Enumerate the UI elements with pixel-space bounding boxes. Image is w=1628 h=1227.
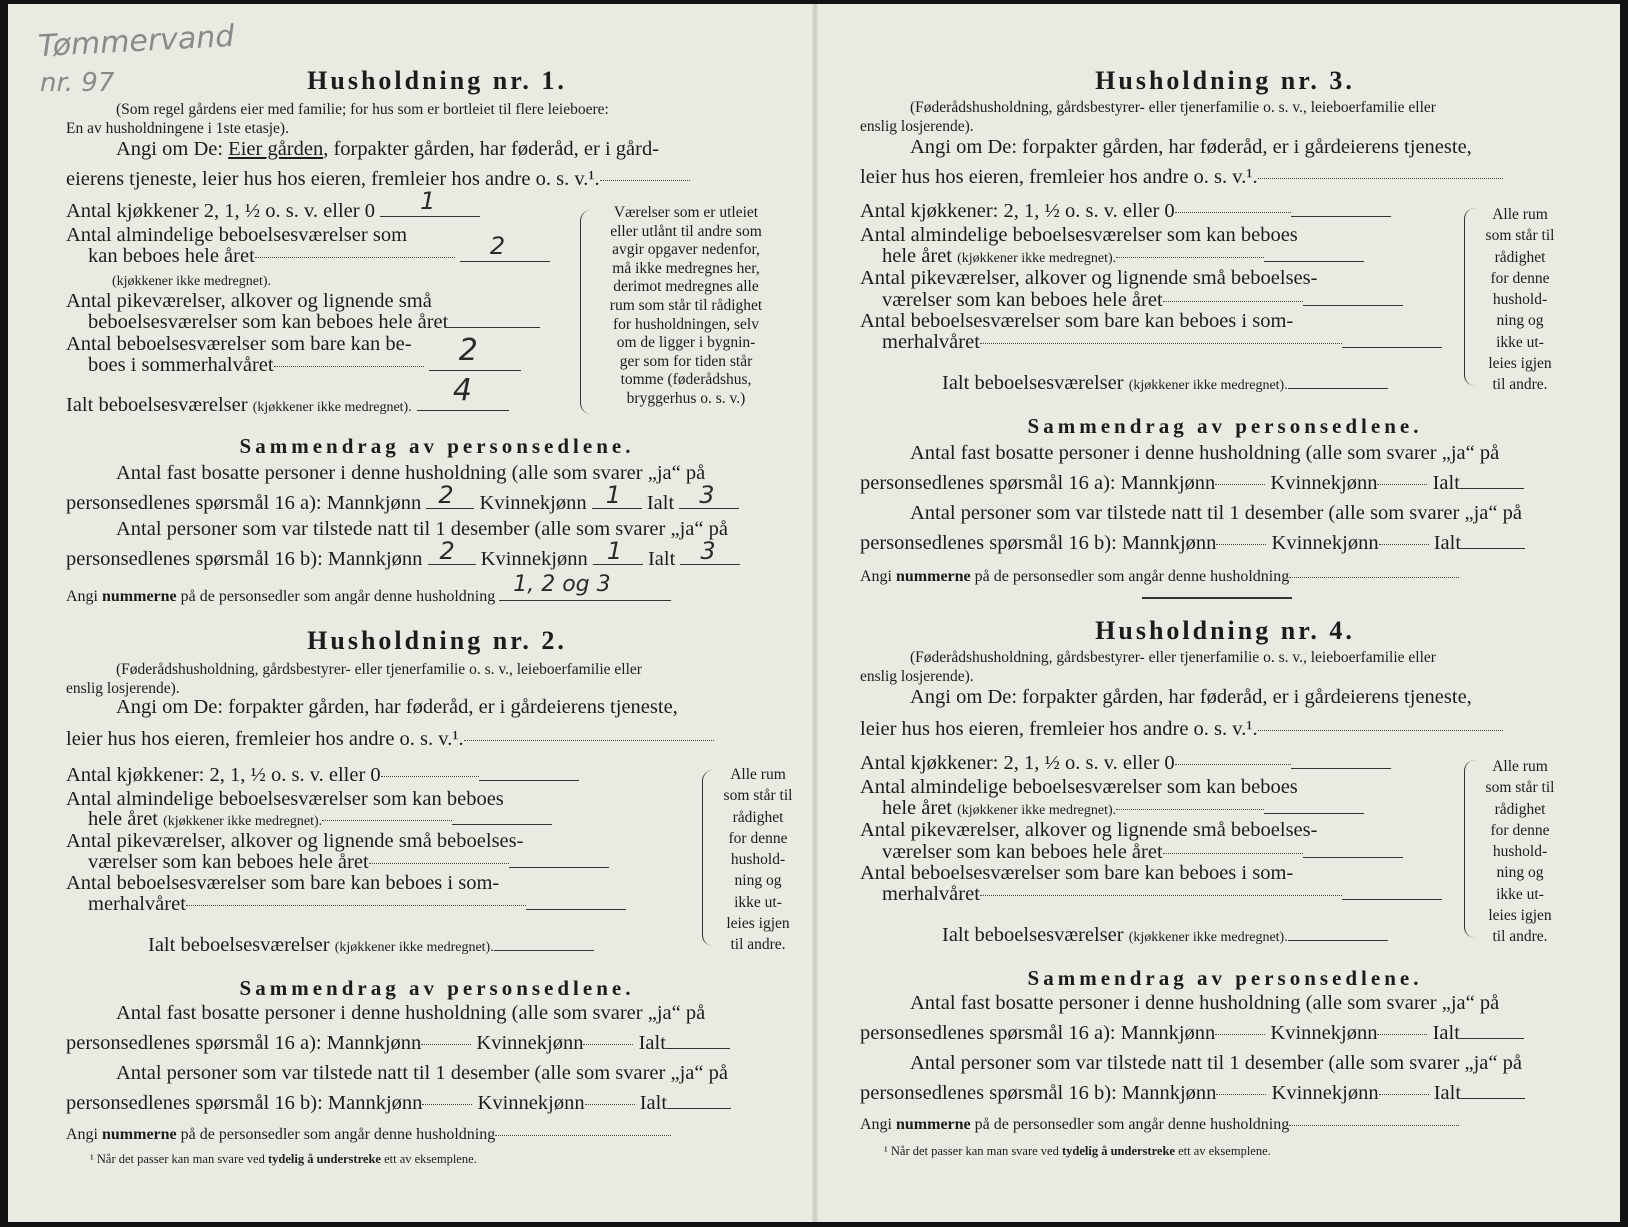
household-1-angi: Angi om De: Eier gården, forpakter gården, har føderåd, er i gård- bbox=[116, 138, 660, 160]
h4-sommer-row2: merhalvåret bbox=[882, 879, 1442, 909]
h1-summary-title: Sammendrag av personsedlene. bbox=[239, 434, 635, 458]
h3-kjokkener-row: Antal kjøkkener: 2, 1, ½ o. s. v. eller 0 bbox=[860, 196, 1391, 226]
h1-s2-line2: personsedlenes spørsmål 16 b): Mannkjønn 2 Kvinnekjønn 1 Ialt 3 bbox=[66, 544, 740, 574]
h3-s1-line2: personsedlenes spørsmål 16 a): Mannkjønn Kvinnekjønn Ialt bbox=[860, 468, 1524, 498]
h1-s1-mann-value: 2 bbox=[438, 481, 454, 509]
h1-s1-line2: personsedlenes spørsmål 16 a): Mannkjønn 2 Kvinnekjønn 1 Ialt 3 bbox=[66, 488, 739, 518]
h2-kjokkener-row: Antal kjøkkener: 2, 1, ½ o. s. v. eller 0 bbox=[66, 760, 579, 790]
right-footnote: ¹ Når det passer kan man svare ved tydelig å understreke ett av eksemplene. bbox=[884, 1144, 1271, 1158]
h1-kjokkener-row: Antal kjøkkener 2, 1, ½ o. s. v. eller 0 1 bbox=[66, 196, 480, 226]
h4-pike-row2: værelser som kan beboes hele året bbox=[882, 837, 1403, 867]
h3-sommer-row1: Antal beboelsesværelser som bare kan beboes i som- bbox=[860, 310, 1294, 332]
h2-pike-row1: Antal pikeværelser, alkover og lignende små beboelses- bbox=[66, 830, 524, 852]
margin-note-number: nr. 97 bbox=[40, 68, 115, 98]
h1-s2-ialt-value: 3 bbox=[700, 537, 716, 565]
h4-pike-row1: Antal pikeværelser, alkover og lignende små beboelses- bbox=[860, 819, 1318, 841]
h4-angi-line2: leier hus hos eieren, fremleier hos andre o. s. v.¹. bbox=[860, 714, 1503, 744]
h1-side-note: Værelser som er utleiet eller utlånt til andre som avgir opgaver nedenfor, må ikke medregnes her, derimot medregnes alle rum som står til rådighet for husholdningen, selv om de ligger i bygnin- ger som for tiden står tomme (føderådshus, bryggerhus o. s. v.) bbox=[609, 204, 763, 407]
household-2-note: (Føderådshusholdning, gårdsbestyrer- eller tjenerfamilie o. s. v., leieboerfamilie eller enslig losjerende). bbox=[66, 661, 642, 697]
h2-s1-line2: personsedlenes spørsmål 16 a): Mannkjønn Kvinnekjønn Ialt bbox=[66, 1028, 730, 1058]
left-footnote: ¹ Når det passer kan man svare ved tydelig å understreke ett av eksemplene. bbox=[90, 1152, 477, 1166]
h4-alm-row1: Antal almindelige beboelsesværelser som kan beboes bbox=[860, 776, 1298, 798]
h3-sommer-row2: merhalvåret bbox=[882, 327, 1442, 357]
h3-angi-line1: Angi om De: forpakter gården, har føderåd, er i gårdeierens tjeneste, bbox=[910, 136, 1472, 158]
h4-s1-line1: Antal fast bosatte personer i denne husholdning (alle som svarer „ja“ på bbox=[910, 992, 1500, 1014]
h2-sommer-row2: merhalvåret bbox=[88, 889, 626, 919]
h1-s2-line1: Antal personer som var tilstede natt til 1 desember (alle som svarer „ja“ på bbox=[116, 518, 728, 540]
h4-s2-line1: Antal personer som var tilstede natt til 1 desember (alle som svarer „ja“ på bbox=[910, 1052, 1522, 1074]
h1-ialt-row: Ialt beboelsesværelser (kjøkkener ikke medregnet). 4 bbox=[66, 390, 509, 423]
h2-ialt-row: Ialt beboelsesværelser (kjøkkener ikke medregnet). bbox=[148, 930, 594, 963]
h3-alm-row2: hele året (kjøkkener ikke medregnet). bbox=[882, 241, 1364, 274]
h2-alm-row1: Antal almindelige beboelsesværelser som kan beboes bbox=[66, 788, 504, 810]
h1-alm-value: 2 bbox=[489, 232, 506, 260]
h3-ialt-row: Ialt beboelsesværelser (kjøkkener ikke medregnet). bbox=[942, 368, 1388, 401]
h4-angi-line1: Angi om De: forpakter gården, har føderåd, er i gårdeierens tjeneste, bbox=[910, 686, 1472, 708]
section-divider bbox=[1142, 597, 1292, 599]
h4-ialt-row: Ialt beboelsesværelser (kjøkkener ikke medregnet). bbox=[942, 920, 1388, 953]
h3-pike-row1: Antal pikeværelser, alkover og lignende små beboelses- bbox=[860, 267, 1318, 289]
household-1-title: Husholdning nr. 1. bbox=[307, 66, 567, 95]
h1-s1-kvinne-value: 1 bbox=[605, 481, 621, 509]
h3-s2-line1: Antal personer som var tilstede natt til 1 desember (alle som svarer „ja“ på bbox=[910, 502, 1522, 524]
census-form-sheet bbox=[8, 4, 1620, 1222]
h2-s1-line1: Antal fast bosatte personer i denne husholdning (alle som svarer „ja“ på bbox=[116, 1002, 706, 1024]
h1-pike-row2: beboelsesværelser som kan beboes hele året bbox=[88, 307, 540, 337]
h3-nummer-row: Angi nummerne på de personsedler som angår denne husholdning bbox=[860, 562, 1459, 592]
h1-alm-row2: kan beboes hele året 2 bbox=[88, 241, 550, 271]
h2-nummer-row: Angi nummerne på de personsedler som angår denne husholdning bbox=[66, 1120, 671, 1150]
h2-alm-row2: hele året (kjøkkener ikke medregnet). bbox=[88, 804, 552, 837]
h1-nummer-row: Angi nummerne på de personsedler som angår denne husholdning 1, 2 og 3 bbox=[66, 582, 671, 612]
h4-s1-line2: personsedlenes spørsmål 16 a): Mannkjønn Kvinnekjønn Ialt bbox=[860, 1018, 1524, 1048]
h2-s2-line2: personsedlenes spørsmål 16 b): Mannkjønn Kvinnekjønn Ialt bbox=[66, 1088, 731, 1118]
h4-summary-title: Sammendrag av personsedlene. bbox=[1027, 966, 1423, 990]
household-4-note: (Føderådshusholdning, gårdsbestyrer- eller tjenerfamilie o. s. v., leieboerfamilie eller enslig losjerende). bbox=[860, 649, 1436, 685]
h2-side-note: Alle rum som står til rådighet for denne hushold- ning og ikke ut- leies igjen til andre. bbox=[723, 766, 793, 954]
household-2-title: Husholdning nr. 2. bbox=[307, 626, 567, 655]
h3-side-note: Alle rum som står til rådighet for denne hushold- ning og ikke ut- leies igjen til andre. bbox=[1485, 206, 1555, 394]
h2-sommer-row1: Antal beboelsesværelser som bare kan beboes i som- bbox=[66, 872, 500, 894]
h3-s1-line1: Antal fast bosatte personer i denne husholdning (alle som svarer „ja“ på bbox=[910, 442, 1500, 464]
h1-nummer-value: 1, 2 og 3 bbox=[513, 572, 611, 597]
h1-s1-line1: Antal fast bosatte personer i denne husholdning (alle som svarer „ja“ på bbox=[116, 462, 706, 484]
h2-s2-line1: Antal personer som var tilstede natt til 1 desember (alle som svarer „ja“ på bbox=[116, 1062, 728, 1084]
h4-s2-line2: personsedlenes spørsmål 16 b): Mannkjønn Kvinnekjønn Ialt bbox=[860, 1078, 1525, 1108]
household-1-note: (Som regel gårdens eier med familie; for hus som er bortleiet til flere leieboere: En av husholdningene i 1ste etasje). bbox=[66, 101, 609, 137]
h3-pike-row2: værelser som kan beboes hele året bbox=[882, 285, 1403, 315]
right-page bbox=[860, 4, 1590, 1222]
h1-sommer-value: 2 bbox=[458, 333, 478, 368]
h1-s2-mann-value: 2 bbox=[439, 537, 455, 565]
margin-note-place: Tømmervand bbox=[37, 18, 236, 65]
household-3-note: (Føderådshusholdning, gårdsbestyrer- eller tjenerfamilie o. s. v., leieboerfamilie eller enslig losjerende). bbox=[860, 99, 1436, 135]
h4-alm-row2: hele året (kjøkkener ikke medregnet). bbox=[882, 793, 1364, 826]
h1-sommer-row2: boes i sommerhalvåret 2 bbox=[88, 350, 521, 380]
household-1-angi-line2: eierens tjeneste, leier hus hos eieren, fremleier hos andre o. s. v.¹. bbox=[66, 164, 690, 194]
h1-alm-row1: Antal almindelige beboelsesværelser som bbox=[66, 224, 408, 246]
h3-s2-line2: personsedlenes spørsmål 16 b): Mannkjønn Kvinnekjønn Ialt bbox=[860, 528, 1525, 558]
h1-s2-kvinne-value: 1 bbox=[606, 537, 623, 565]
h1-pike-row1: Antal pikeværelser, alkover og lignende små bbox=[66, 290, 432, 312]
h3-summary-title: Sammendrag av personsedlene. bbox=[1027, 414, 1423, 438]
h1-s1-ialt-value: 3 bbox=[699, 481, 715, 509]
h4-side-note: Alle rum som står til rådighet for denne hushold- ning og ikke ut- leies igjen til andre. bbox=[1485, 758, 1555, 946]
h1-alm-note: (kjøkkener ikke medregnet). bbox=[112, 274, 271, 289]
h4-nummer-row: Angi nummerne på de personsedler som angår denne husholdning bbox=[860, 1110, 1459, 1140]
page-fold bbox=[812, 4, 818, 1222]
h3-alm-row1: Antal almindelige beboelsesværelser som kan beboes bbox=[860, 224, 1298, 246]
h4-sommer-row1: Antal beboelsesværelser som bare kan beboes i som- bbox=[860, 862, 1294, 884]
h2-summary-title: Sammendrag av personsedlene. bbox=[239, 976, 635, 1000]
h2-pike-row2: værelser som kan beboes hele året bbox=[88, 847, 609, 877]
household-3-title: Husholdning nr. 3. bbox=[1095, 66, 1355, 95]
household-4-title: Husholdning nr. 4. bbox=[1095, 616, 1355, 645]
h3-angi-line2: leier hus hos eieren, fremleier hos andre o. s. v.¹. bbox=[860, 162, 1503, 192]
h1-sommer-row1: Antal beboelsesværelser som bare kan be- bbox=[66, 333, 412, 355]
h1-ialt-value: 4 bbox=[452, 373, 472, 408]
h1-kjokkener-value: 1 bbox=[420, 187, 436, 215]
h4-kjokkener-row: Antal kjøkkener: 2, 1, ½ o. s. v. eller 0 bbox=[860, 748, 1391, 778]
eier-garden-underlined: Eier gården bbox=[228, 138, 324, 160]
h2-angi-line2: leier hus hos eieren, fremleier hos andre o. s. v.¹. bbox=[66, 724, 714, 754]
left-page bbox=[66, 4, 808, 1222]
h2-angi-line1: Angi om De: forpakter gården, har føderåd, er i gårdeierens tjeneste, bbox=[116, 696, 678, 718]
